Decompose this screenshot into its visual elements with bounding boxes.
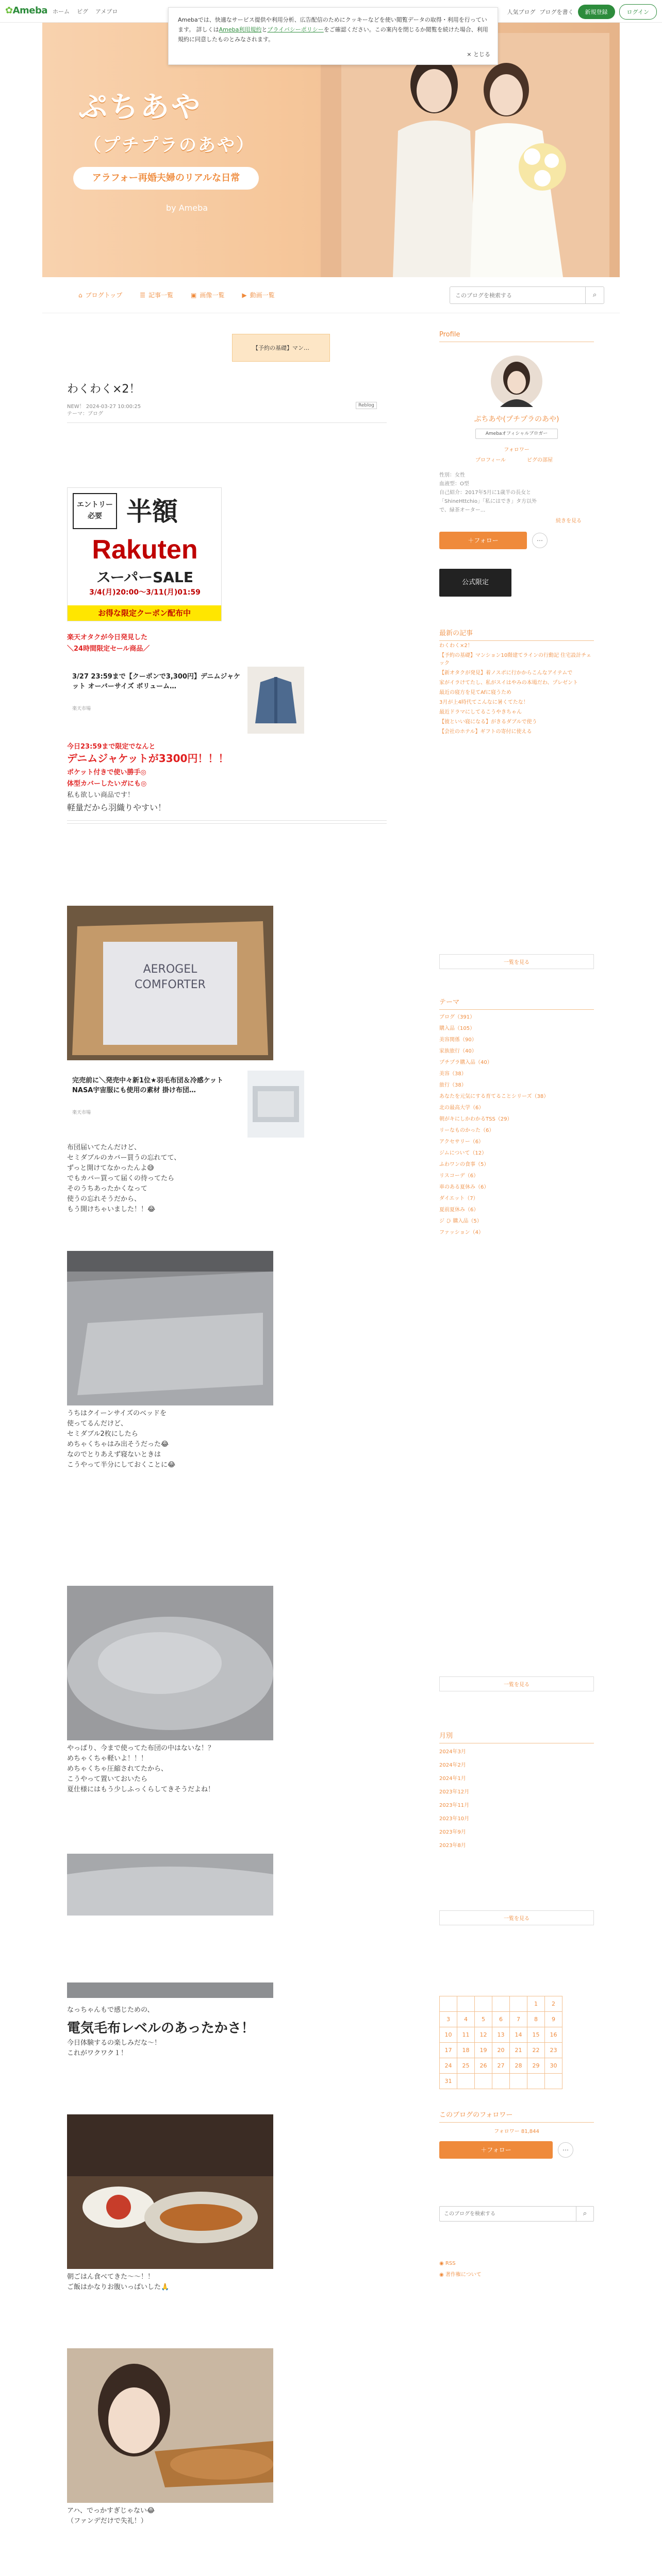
red-text-4: 体型カバーしたいガにも◎ [67, 780, 147, 788]
month-item[interactable]: 2024年1月 [439, 1776, 466, 1782]
article-title[interactable]: わくわく×2！ [67, 383, 141, 396]
popular-blog-link[interactable]: 人気ブログ [507, 9, 536, 15]
info-icon: ◉ [439, 2272, 445, 2278]
entry-required-badge: エントリー 必要 [73, 493, 117, 529]
red-text-3: ポケット付きで使い勝手◎ [67, 769, 146, 776]
product-shop: 楽天市場 [72, 1110, 91, 1115]
theme-item[interactable]: プチプラ購入品（40） [439, 1060, 492, 1065]
calendar-day [457, 1996, 475, 2012]
product-card-1[interactable] [67, 662, 304, 739]
calendar-day[interactable]: 7 [510, 2012, 527, 2027]
theme-item[interactable]: ブログ（391） [439, 1014, 475, 1020]
hero-subtitle: （プチプラのあや） [84, 135, 255, 156]
red-text-1: 今日23:59まで限定でなんと [67, 743, 156, 751]
theme-item[interactable]: 車のある夏休み（6） [439, 1184, 489, 1190]
cookie-text-4: をご確認ください。この案内を閉じるか閲覧を続けた場合、利用規約に同意したものとみなされます。 [178, 26, 488, 43]
product-title: 3/27 23:59まで【クーポンで3,300円】デニムジャケット オーバーサイズ ボリューム… [72, 673, 241, 690]
recent-heading: 最新の記事 [439, 628, 594, 641]
caption-g: アハ、でっかすぎじゃない😂 （ファンデだけで失礼！） [67, 2507, 155, 2525]
caption-b: うちはクイーンサイズのベッドを 使ってるんだけど、 セミダブル2枚にしたら めちゃくちゃはみ出そうだった😂 なのでとりあえず寝ないときは こうやって半分にしておくことに😂 [67, 1410, 176, 1469]
home-icon: ⌂ [78, 292, 82, 299]
calendar-day [492, 1996, 510, 2012]
caption-e: 今日体験するの楽しみだな〜！ これがワクワク１！ [67, 2039, 161, 2057]
calendar-day[interactable]: 22 [527, 2043, 545, 2058]
sidebar-search [439, 2206, 594, 2222]
theme-item[interactable]: 旅行（38） [439, 1082, 467, 1088]
caption-a: 布団届いてたんだけど、 セミダブルのカバー買うの忘れてて、 ずっと開けてなかったんよ😅 でもカバー買って届くの待ってたら そのうちあったかくなって 使うの忘れそうだから、 もう開けちゃいました！！😂 [67, 1144, 181, 1213]
svg-text:COMFORTER: COMFORTER [135, 978, 206, 991]
theme-item[interactable]: 美容関係（90） [439, 1037, 477, 1043]
calendar-day[interactable]: 19 [475, 2043, 492, 2058]
terms-link[interactable]: Ameba利用規約 [219, 26, 262, 33]
calendar-day[interactable]: 18 [457, 2043, 475, 2058]
profile-follower-label: フォロワー [504, 447, 529, 453]
comforter-product-image [247, 1071, 304, 1138]
official-badge: Amebaオフィシャルブロガー [475, 429, 558, 439]
calendar-day [510, 2074, 527, 2089]
rss-icon: ◉ [439, 2261, 445, 2266]
calendar-day [527, 2074, 545, 2089]
caption-d: なっちゃんもで感じための、 [67, 2006, 154, 2014]
product-title: 完売前に＼発売中々新1位★羽毛布団＆冷感ケットNASA宇宙服にも使用の素材 掛け布団… [72, 1077, 224, 1094]
calendar-day [510, 1996, 527, 2012]
calendar-day[interactable]: 11 [457, 2027, 475, 2043]
calendar-day [545, 2074, 562, 2089]
cookie-text-3: と [261, 26, 268, 33]
pigg-room-link[interactable]: ピグの部屋 [527, 457, 553, 463]
blog-search [450, 286, 604, 304]
calendar-day [475, 2074, 492, 2089]
theme-more-button[interactable]: 一覧を見る [439, 1676, 594, 1691]
follower-count: フォロワー 81,844 [494, 2129, 539, 2134]
bed-photo[interactable] [67, 1251, 273, 1405]
create-blog-link[interactable]: ブログを書く [539, 9, 574, 15]
calendar-week [440, 2043, 562, 2058]
sidebar-search-input[interactable] [440, 2207, 574, 2221]
comforter-photo-3[interactable] [67, 1982, 273, 1998]
recent-item[interactable]: 【新オタクが発見】着ノスポに行かからこんなアイテムで [439, 670, 573, 676]
calendar-day[interactable]: 1 [527, 1996, 545, 2012]
calendar-day[interactable]: 14 [510, 2027, 527, 2043]
calendar-day[interactable]: 15 [527, 2027, 545, 2043]
search-icon[interactable]: ⌕ [576, 2207, 593, 2221]
theme-item[interactable]: 家族旅行（40） [439, 1048, 477, 1054]
blog-nav [42, 277, 620, 313]
recent-item[interactable]: わくわく×2！ [439, 643, 473, 649]
notice-banner[interactable]: 【予約の基礎】マン… [232, 334, 330, 362]
calendar [439, 1996, 562, 2089]
calendar-day[interactable]: 12 [475, 2027, 492, 2043]
profile-name[interactable]: ぷちあや(プチプラのあや) [474, 415, 559, 423]
red-text-5: 私も欲しい商品です！ [67, 791, 135, 799]
calendar-day [492, 2074, 510, 2089]
nav-entry-list[interactable]: ☰ 記事一覧 [140, 292, 174, 299]
calendar-day[interactable]: 28 [510, 2058, 527, 2074]
theme-list [439, 1012, 594, 1239]
calendar-day[interactable]: 27 [492, 2058, 510, 2074]
section-heading: 電気毛布レベルのあったかさ！ [67, 2021, 255, 2036]
theme-item[interactable]: アクセサリー（6） [439, 1139, 484, 1145]
recent-item[interactable]: 家がイラけてたし、私がスイはやみの本場だわ、プレゼント [439, 680, 578, 686]
cookie-notice [168, 7, 498, 65]
comforter-photo-2[interactable] [67, 1854, 273, 1916]
signup-button[interactable]: 新規登録 [578, 5, 615, 19]
theme-item[interactable]: ジムについて（12） [439, 1150, 487, 1156]
caption-f: 朝ごはん食べてきた〜〜！！ ご飯はかなりお腹いっぱいした🙏 [67, 2273, 170, 2291]
calendar-day[interactable]: 24 [440, 2058, 457, 2074]
login-button[interactable]: ログイン [619, 4, 657, 20]
theme-item[interactable]: ジ ひ 購入品（5） [439, 1218, 482, 1224]
calendar-day [457, 2074, 475, 2089]
svg-text:AEROGEL: AEROGEL [143, 963, 197, 976]
coupon-bar: お得な限定クーポン配布中 [68, 605, 221, 621]
calendar-week [440, 2074, 562, 2089]
cookie-text: Amebaでは、快適なサービス提供や利用分析、広告配信のためにクッキーなどを使い閲覧データの取得・利用を行っています。 [178, 16, 487, 33]
reblog-button[interactable]: Reblog [356, 402, 377, 409]
calendar-week [440, 2027, 562, 2043]
calendar-day[interactable]: 6 [492, 2012, 510, 2027]
red-text-6: 軽量だから羽織りやすい！ [67, 803, 167, 812]
calendar-day[interactable]: 10 [440, 2027, 457, 2043]
nav-pigg[interactable]: ピグ [77, 8, 88, 15]
hero-tagline: アラフォー再婚夫婦のリアルな日常 [73, 167, 259, 190]
couple-photo [321, 33, 609, 277]
hero-brand: by Ameba [166, 203, 208, 213]
theme-item[interactable]: ファッション（4） [439, 1230, 484, 1235]
article-meta [67, 402, 374, 417]
theme-item[interactable]: 夏前夏休み（6） [439, 1207, 479, 1213]
denim-jacket-image [247, 667, 304, 734]
theme-item[interactable]: リスコーデ（6） [439, 1173, 479, 1179]
recent-more-button[interactable]: 一覧を見る [439, 954, 594, 969]
avatar[interactable] [491, 355, 542, 407]
calendar-day[interactable]: 16 [545, 2027, 562, 2043]
blog-search-input[interactable] [450, 287, 584, 303]
calendar-week [440, 1996, 562, 2012]
calendar-day[interactable]: 3 [440, 2012, 457, 2027]
month-item[interactable]: 2023年10月 [439, 1816, 470, 1822]
product-card-2[interactable] [67, 1065, 304, 1143]
month-item[interactable]: 2024年3月 [439, 1749, 466, 1755]
month-item[interactable]: 2023年12月 [439, 1789, 470, 1795]
calendar-day[interactable]: 31 [440, 2074, 457, 2089]
ad-badge[interactable]: 公式限定 [439, 569, 511, 597]
calendar-day[interactable]: 30 [545, 2058, 562, 2074]
rakuten-sale-banner[interactable] [67, 487, 222, 621]
calendar-week [440, 2058, 562, 2074]
follower-heading: このブログのフォロワー [439, 2109, 594, 2123]
read-more-link[interactable]: 続きを見る [556, 518, 582, 524]
follow-button[interactable]: ＋フォロー [439, 532, 527, 549]
calendar-day[interactable]: 9 [545, 2012, 562, 2027]
recent-item[interactable]: 【予約の基礎】マンション10階建てラインの行動記 住宅設計チェック [439, 653, 591, 666]
rakuten-logo: Rakuten [92, 535, 198, 565]
calendar-day[interactable]: 20 [492, 2043, 510, 2058]
promo-text-1: 楽天オタクが今日発見した [67, 634, 148, 641]
recent-item[interactable]: 最近の寝方を見てAfに寝うため [439, 690, 512, 696]
month-more-button[interactable]: 一覧を見る [439, 1910, 594, 1925]
rss-link[interactable]: ◉ RSS [439, 2261, 456, 2266]
article-theme[interactable]: テーマ：ブログ [67, 411, 103, 417]
comforter-closeup-photo[interactable] [67, 1586, 273, 1740]
breakfast-photo[interactable] [67, 2114, 273, 2269]
calendar-day[interactable]: 8 [527, 2012, 545, 2027]
nav-image-list[interactable]: ▣ 画像一覧 [191, 292, 225, 299]
nav-home[interactable]: ホーム [53, 8, 70, 15]
theme-item[interactable]: 北の最高大学（6） [439, 1105, 484, 1111]
half-price-label: 半額 [126, 497, 178, 527]
cookie-text-2: 詳しくは [196, 26, 219, 33]
global-nav [53, 7, 118, 15]
follow-button-2[interactable]: ＋フォロー [439, 2141, 553, 2159]
promo-text-2: ＼24時間限定セール商品／ [67, 645, 150, 653]
calendar-day [440, 1996, 457, 2012]
profile-heading: Profile [439, 331, 594, 342]
profile-link[interactable]: プロフィール [475, 457, 506, 463]
theme-heading: テーマ [439, 996, 594, 1010]
privacy-link[interactable]: プライバシーポリシー [267, 26, 324, 33]
hero-title: ぷちあや [78, 91, 202, 124]
calendar-week [440, 2012, 562, 2027]
cookie-close-button[interactable]: × とじる [467, 51, 490, 58]
calendar-day [475, 1996, 492, 2012]
month-item[interactable]: 2024年2月 [439, 1762, 466, 1768]
calendar-day[interactable]: 26 [475, 2058, 492, 2074]
nav-ameblo[interactable]: アメブロ [95, 8, 118, 15]
theme-item[interactable]: 美容（38） [439, 1071, 467, 1077]
calendar-day[interactable]: 29 [527, 2058, 545, 2074]
theme-item[interactable]: 購入品（105） [439, 1026, 475, 1031]
theme-item[interactable]: ふわワンの食事（5） [439, 1162, 489, 1167]
calendar-day[interactable]: 2 [545, 1996, 562, 2012]
nav-blog-top[interactable]: ⌂ ブログトップ [78, 292, 123, 299]
copyright-link[interactable]: ◉ 著作権について [439, 2272, 482, 2278]
video-icon: ▶ [242, 292, 247, 299]
product-shop: 楽天市場 [72, 706, 91, 711]
article-date: NEW！ 2024-03-27 10:00:25 [67, 404, 141, 410]
calendar-day[interactable]: 13 [492, 2027, 510, 2043]
theme-item[interactable]: 朝がキにしかわかるTSS（29） [439, 1116, 512, 1122]
calendar-day[interactable]: 5 [475, 2012, 492, 2027]
super-sale-label: スーパーSALE [96, 569, 193, 586]
month-item[interactable]: 2023年8月 [439, 1843, 466, 1849]
calendar-day[interactable]: 4 [457, 2012, 475, 2027]
comforter-box-photo[interactable] [67, 906, 273, 1060]
sale-dates: 3/4(月)20:00～3/11(月)01:59 [89, 588, 201, 597]
nav-video-list[interactable]: ▶ 動画一覧 [242, 292, 275, 299]
divider [67, 422, 387, 423]
image-icon: ▣ [191, 292, 197, 299]
recent-item[interactable]: 最近ドラマにしてるこうやきちゃん [439, 709, 522, 715]
more-icon[interactable]: ⋯ [558, 2142, 573, 2158]
theme-item[interactable]: あなたを元気にする育てることシリーズ（38） [439, 1094, 549, 1099]
recent-list [439, 642, 594, 738]
ameba-logo[interactable]: ✿Ameba [5, 5, 48, 16]
more-icon[interactable]: ⋯ [532, 533, 548, 548]
month-list [439, 1745, 594, 1853]
monthly-heading: 月別 [439, 1730, 594, 1743]
caption-c: やっぱり、今まで使ってた布団の中はないな！？ めちゃくちゃ軽いよ！！！ めちゃくちゃ圧縮されてたから、 こうやって置いておいたら 夏仕様にはもう少しふっくらしてきそうだよね！ [67, 1744, 215, 1793]
divider [67, 823, 387, 824]
recent-item[interactable]: 【会社のホテル】ギフトの寄付に使える [439, 729, 532, 735]
theme-item[interactable]: ダイエット（7） [439, 1196, 478, 1201]
calendar-day[interactable]: 21 [510, 2043, 527, 2058]
month-item[interactable]: 2023年11月 [439, 1803, 470, 1808]
recent-item[interactable]: 【彼といい寝になる】がきるダブルで使う [439, 719, 537, 725]
profile-bio: 性別：女性 血液型：O型 自己紹介：2017年5月に1歳半の長女と 「ShineHttchio」「私にはでき」タ方以外 で、緑茶オーター... [439, 472, 537, 513]
selfie-with-fish-photo[interactable] [67, 2348, 273, 2503]
recent-item[interactable]: 3月が上4時代てこんなに暑くてたな！ [439, 700, 528, 705]
divider [67, 820, 387, 821]
search-icon[interactable]: ⌕ [585, 287, 604, 303]
calendar-day[interactable]: 25 [457, 2058, 475, 2074]
list-icon: ☰ [140, 292, 146, 299]
calendar-day[interactable]: 17 [440, 2043, 457, 2058]
calendar-day[interactable]: 23 [545, 2043, 562, 2058]
red-text-2: デニムジャケットが3300円！！！ [67, 752, 229, 765]
month-item[interactable]: 2023年9月 [439, 1829, 466, 1835]
theme-item[interactable]: リーなものかった（6） [439, 1128, 494, 1133]
